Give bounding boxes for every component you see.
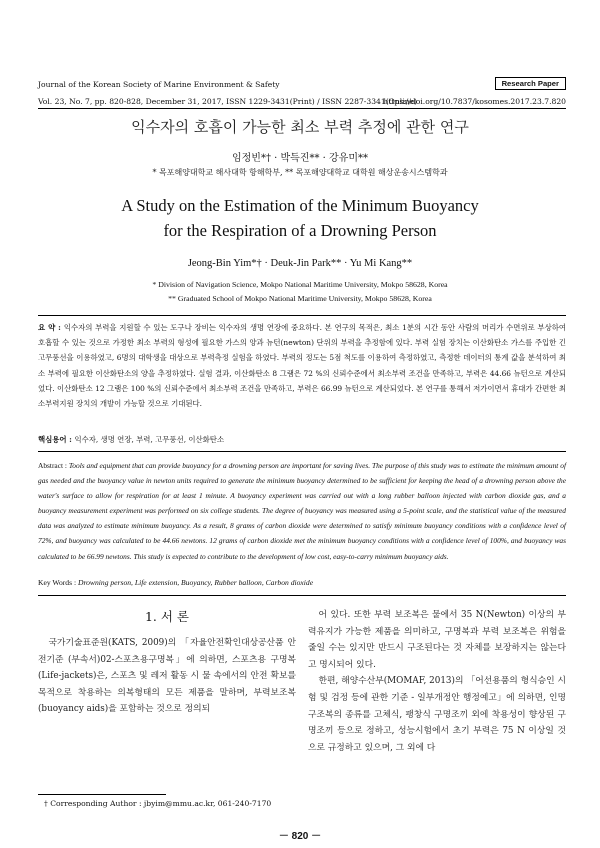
keywords-korean-text: 익수자, 생명 연장, 부력, 고무풍선, 이산화탄소: [74, 435, 225, 444]
keywords-english-label: Key Words :: [38, 578, 78, 587]
abstract-english-text: Tools and equipment that can provide buoyancy for a drowning person are important for saving lives. The purpose of this study was to estimate the minimum amount of gas needed and the buoyancy value in newton units required to generate the minimum buoyancy determined to be sufficient for keeping the head of a drowning person above the water's surface to allow for respiration for at least 1 minute. A buoyancy experiment was carried out with a long rubber balloon injected with carbon dioxide gas, and a buoyancy measurement experiment was performed on six college students. The degree of buoyancy was measured using a 5-point scale, and the statistical value of the measured data was analyzed to estimate minimum buoyancy. As a result, 8 grams of carbon dioxide were determined to satisfy minimum buoyancy conditions with a confidence level of 72%, and buoyancy was calculated to be 44.66 newtons. 12 grams of carbon dioxide met the minimum buoyancy conditions with a confidence level of 100%, and buoyancy was calculated to be 66.99 newtons. This study is expected to contribute to the development of low cost, easy-to-carry minimum buoyancy aids.: [38, 461, 566, 561]
abstract-korean-text: 익수자의 부력을 지원할 수 있는 도구나 장비는 익수자의 생명 연장에 중요하다. 본 연구의 목적은, 최소 1분의 시간 동안 사람의 머리가 수면위로 부상하여 호흡할 수 있는 것으로 가정한 최소 부력의 형성에 필요한 가스의 양과 뉴턴(newton) 단위의 부력을 추정함에 있다. 부력 실험 장치는 이산화탄소 가스를 주입한 긴 고무풍선을 이용하였고, 6명의 대학생을 대상으로 부력측정 실험을 하였다. 부력의 정도는 5점 척도를 이용하여 측정하였고, 측정한 데이터의 통계 값을 분석하여 최소 부력에 필요한 이산화탄소의 양을 추정하였다. 실험 결과, 이산화탄소 8 그램은 72 %의 신뢰수준에서 최소부력 조건을 만족하고, 부력은 44.66 뉴턴으로 계산되었다. 이산화탄소 12 그램은 100 %의 신뢰수준에서 최소부력 조건을 만족하고, 부력은 66.99 뉴턴으로 계산되었다. 본 연구를 통해서 저가이면서 휴대가 간편한 최소부력지원 장치의 개발이 가능할 것으로 기대된다.: [38, 323, 566, 409]
footnote-divider: [38, 794, 166, 795]
affiliation-english-1: * Division of Navigation Science, Mokpo National Maritime University, Mokpo 58628, Korea: [152, 280, 448, 289]
body-paragraph-right-2: 한편, 해양수산부(MOMAF, 2013)의 「어선용품의 형식승인 시험 및 검정 등에 관한 기준 - 일부개정안 행정예고」에 의하면, 인명구조복의 종류를 고체식, 팽창식 구명조끼 외에 착용성이 향상된 구명조끼 등으로 정하고, 성능시험에서 초기 부력은 75 N 이상일 것으로 규정하고 있으며, 그 외에 다: [308, 676, 566, 753]
abstract-english-label: Abstract :: [38, 461, 69, 470]
affiliation-english-2: ** Graduated School of Mokpo National Maritime University, Mokpo 58628, Korea: [168, 294, 432, 303]
authors-korean: 임정빈*† · 박득진** · 강유미**: [231, 153, 368, 164]
doi-link[interactable]: https://doi.org/10.7837/kosomes.2017.23.7.820: [383, 97, 566, 106]
body-paragraph-left: 국가기술표준원(KATS, 2009)의 「자율안전확인대상공산품 안전기준 (부속서)02-스포츠용구명복」에 의하면, 스포츠용 구명복(Life-jackets)은, 스포츠 및 레저 활동 시 물 속에서의 안전 확보를 목적으로 착용하는 의복형태의 모든 제품을 말하며, 부력보조복(buoyancy aids)을 포함하는 것으로 정의되: [38, 638, 296, 715]
title-english-line2: for the Respiration of a Drowning Person: [163, 221, 437, 240]
keywords-english: [38, 578, 566, 587]
body-top-divider: [38, 595, 566, 596]
body-column-right: [308, 607, 566, 756]
body-column-left: [38, 607, 296, 718]
volume-info: Vol. 23, No. 7, pp. 820-828, December 31, 2017, ISSN 1229-3431(Print) / ISSN 2287-3341(Online): [38, 97, 417, 106]
abstract-divider: [38, 451, 566, 452]
keywords-korean-label: 핵심용어 :: [38, 435, 75, 444]
journal-name: Journal of the Korean Society of Marine Environment & Safety: [38, 80, 280, 89]
paper-type-badge: Research Paper: [495, 77, 566, 90]
title-korean: 익수자의 호흡이 가능한 최소 부력 추정에 관한 연구: [131, 118, 469, 136]
corresponding-author-footnote: † Corresponding Author : jbyim@mmu.ac.kr, 061-240-7170: [44, 799, 272, 808]
authors-english: Jeong-Bin Yim*† · Deuk-Jin Park** · Yu Mi Kang**: [187, 258, 413, 269]
keywords-korean: [38, 434, 566, 445]
body-paragraph-right-1: 어 있다. 또한 부력 보조복은 물에서 35 N(Newton) 이상의 부력유지가 가능한 제품을 의미하고, 구명복과 부력 보조복은 위험을 줄일 수는 있지만 반드시 구조된다는 것 자체를 보장하지는 않는다고 명시되어 있다.: [308, 610, 566, 670]
abstract-korean-label: 요 약 :: [38, 323, 64, 332]
abstract-top-divider: [38, 315, 566, 316]
keywords-english-text: Drowning person, Life extension, Buoyancy, Rubber balloon, Carbon dioxide: [77, 578, 314, 587]
header-divider: [38, 108, 566, 109]
section-heading-introduction: 1. 서 론: [144, 609, 190, 624]
page-number: － 820 －: [278, 831, 322, 842]
affiliation-korean: * 목포해양대학교 해사대학 항해학부, ** 목포해양대학교 대학원 해상운송시스템학과: [152, 168, 448, 177]
abstract-korean: [38, 320, 566, 411]
title-english-line1: A Study on the Estimation of the Minimum Buoyancy: [121, 196, 479, 215]
abstract-english: [38, 458, 566, 564]
